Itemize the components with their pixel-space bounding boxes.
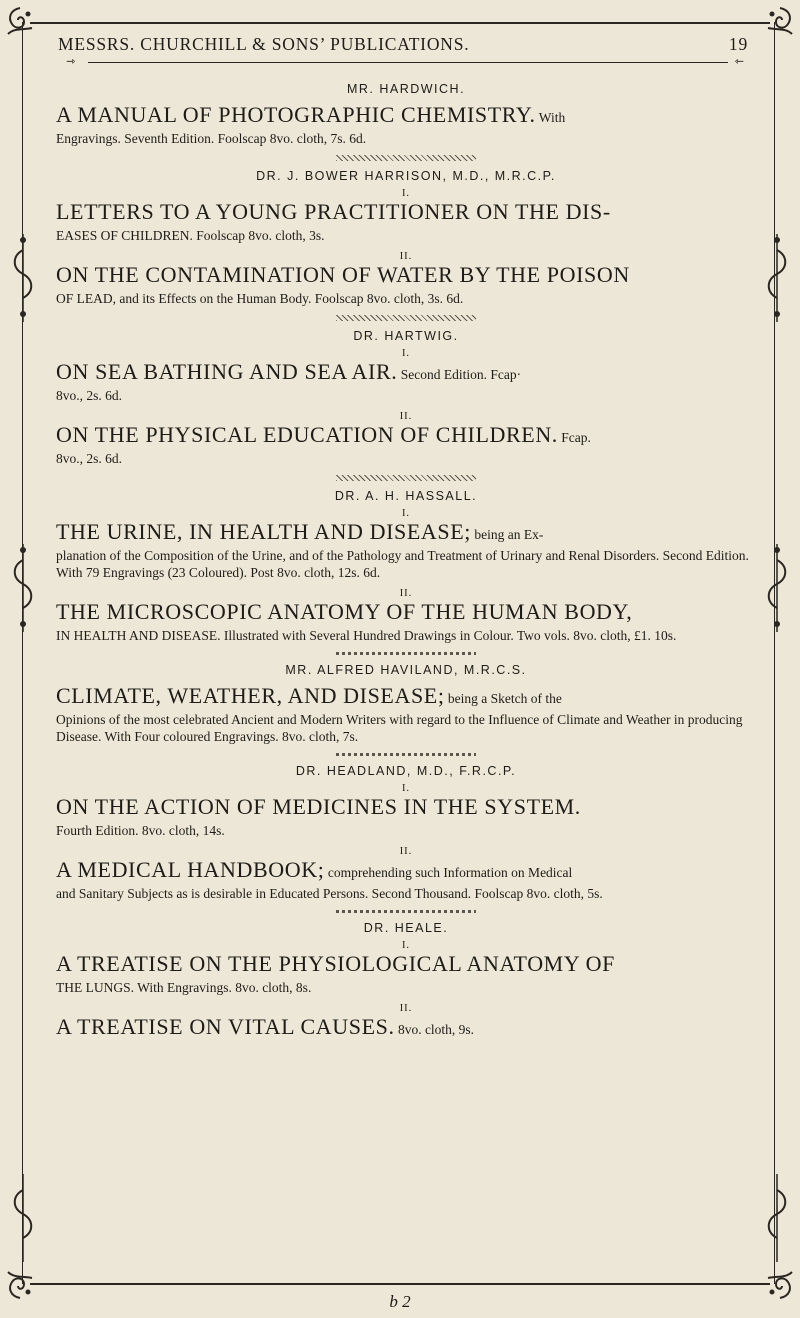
entry-numeral: II. [399,588,413,599]
book-description: Engravings. Seventh Edition. Foolscap 8vo. cloth, 7s. 6d. [56,131,367,146]
entry-numeral: I. [401,188,411,199]
book-entry [56,951,756,977]
header-rule [66,56,744,68]
author-section [56,169,756,321]
book-title-continuation: Second Edition. Fcap· [397,367,522,382]
author-section [56,663,756,756]
book-entry [56,599,756,625]
page-number: 19 [728,34,748,54]
author-section [56,764,756,913]
book-title: A MEDICAL HANDBOOK; [56,857,325,882]
entry-numeral: I. [401,348,411,359]
entry-numeral: II. [399,411,413,422]
book-description: Fourth Edition. 8vo. cloth, 14s. [56,823,225,838]
book-description: THE LUNGS. With Engravings. 8vo. cloth, 8s. [56,980,312,995]
author-heading: DR. HARTWIG. [353,329,459,343]
book-title-continuation: Fcap. [557,430,591,445]
author-heading: DR. J. BOWER HARRISON, M.D., M.R.C.P. [256,169,556,183]
fleuron-side-icon [10,230,36,326]
book-title-continuation: 8vo. cloth, 9s. [394,1022,475,1037]
frame-top-rule [30,22,770,24]
book-entry [56,102,756,128]
author-section [56,82,756,161]
section-divider [336,910,476,913]
entry-numeral: II. [399,846,413,857]
book-title: LETTERS TO A YOUNG PRACTITIONER ON THE DIS- [56,199,611,224]
frame-left-rule [22,22,23,1284]
book-description: 8vo., 2s. 6d. [56,451,123,466]
book-title: A TREATISE ON THE PHYSIOLOGICAL ANATOMY OF [56,951,615,976]
book-description: IN HEALTH AND DISEASE. Illustrated with Several Hundred Drawings in Colour. Two vols. 8vo. cloth, £1. 10s. [56,628,677,643]
entry-numeral: II. [399,1003,413,1014]
book-title: CLIMATE, WEATHER, AND DISEASE; [56,683,445,708]
section-divider [336,315,476,321]
fleuron-side-icon [764,540,790,636]
section-divider [336,652,476,655]
book-title: ON SEA BATHING AND SEA AIR. [56,359,398,384]
author-heading: DR. A. H. HASSALL. [334,489,478,503]
book-title-continuation: comprehending such Information on Medical [324,865,573,880]
header-title: MESSRS. CHURCHILL & SONS’ PUBLICATIONS. [58,34,470,54]
book-description: EASES OF CHILDREN. Foolscap 8vo. cloth, 3s. [56,228,325,243]
fleuron-corner-icon [762,4,798,40]
entry-numeral: II. [399,251,413,262]
rule-cap-left-icon: ⇾ [66,56,76,68]
book-description: OF LEAD, and its Effects on the Human Body. Foolscap 8vo. cloth, 3s. 6d. [56,291,464,306]
book-entry [56,359,756,385]
book-entry [56,199,756,225]
fleuron-side-icon [764,1170,790,1266]
entry-numeral: I. [401,940,411,951]
author-section [56,921,756,1040]
book-title-continuation: With [535,110,566,125]
fleuron-corner-icon [2,4,38,40]
book-entry [56,857,756,883]
book-title-continuation: being an Ex- [470,527,544,542]
book-title: A TREATISE ON VITAL CAUSES. [56,1014,395,1039]
book-title: THE URINE, IN HEALTH AND DISEASE; [56,519,471,544]
signature-mark: b 2 [389,1292,411,1311]
entry-numeral: I. [401,783,411,794]
book-entry [56,1014,756,1040]
section-divider [336,753,476,756]
book-title: THE MICROSCOPIC ANATOMY OF THE HUMAN BODY, [56,599,633,624]
fleuron-side-icon [10,540,36,636]
book-title: ON THE ACTION OF MEDICINES IN THE SYSTEM. [56,794,581,819]
book-title: ON THE PHYSICAL EDUCATION OF CHILDREN. [56,422,558,447]
book-description: and Sanitary Subjects as is desirable in Educated Persons. Second Thousand. Foolscap 8vo. cloth, 5s. [56,886,603,901]
section-divider [336,155,476,161]
author-heading: DR. HEALE. [363,921,449,935]
book-entry [56,794,756,820]
book-title: A MANUAL OF PHOTOGRAPHIC CHEMISTRY. [56,102,536,127]
book-description: Opinions of the most celebrated Ancient and Modern Writers with regard to the Influence of Climate and Weather in producing Disease. With Four coloured Engravings. 8vo. cloth, 7s. [56,712,743,744]
book-entry [56,422,756,448]
book-entry [56,519,756,545]
entry-numeral: I. [401,508,411,519]
book-description: 8vo., 2s. 6d. [56,388,123,403]
frame-right-rule [774,22,775,1284]
fleuron-side-icon [10,1170,36,1266]
book-description: planation of the Composition of the Urine, and of the Pathology and Treatment of Urinary and Renal Disorders. Second Edition. With 79 Engravings (23 Coloured). Post 8vo. cloth, 12s. 6d. [56,548,749,580]
author-heading: MR. ALFRED HAVILAND, M.R.C.S. [285,663,527,677]
book-entry [56,262,756,288]
fleuron-side-icon [764,230,790,326]
frame-bottom-rule [30,1283,770,1285]
section-divider [336,475,476,481]
book-entry [56,683,756,709]
author-heading: DR. HEADLAND, M.D., F.R.C.P. [295,764,517,778]
book-title: ON THE CONTAMINATION OF WATER BY THE POISON [56,262,630,287]
author-section [56,329,756,481]
author-section [56,489,756,655]
publications-list [56,82,756,1046]
rule-cap-right-icon: ⇽ [734,56,744,68]
book-title-continuation: being a Sketch of the [444,691,562,706]
author-heading: MR. HARDWICH. [346,82,466,96]
